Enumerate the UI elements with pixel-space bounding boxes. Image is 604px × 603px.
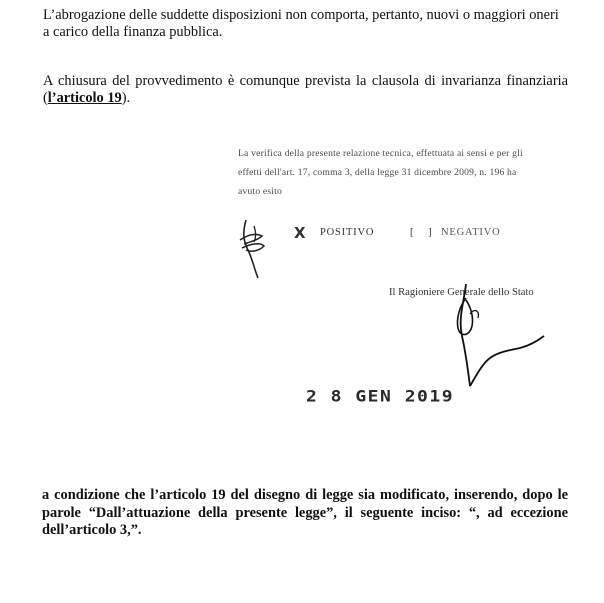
paragraph-invarianza-text: A chiusura del provvedimento è comunque prevista la clausola di invarianza finanziaria (	[43, 73, 568, 106]
paragraph-abrogazione: L’abrogazione delle suddette disposizioni non comporta, pertanto, nuovi o maggiori oneri a carico della finanza pubblica.	[43, 7, 559, 40]
positive-check-mark: X	[294, 224, 307, 242]
paragraph-invarianza-close: ).	[121, 90, 131, 106]
stamp-line-3: avuto esito	[238, 186, 283, 197]
positive-label: POSITIVO	[320, 227, 375, 238]
initials-signature	[232, 212, 272, 282]
verification-stamp	[238, 144, 568, 201]
negative-checkbox: [ ]	[410, 227, 438, 238]
stamp-line-2: effetti dell'art. 17, comma 3, della legge 31 dicembre 2009, n. 196 ha	[238, 167, 517, 178]
article-reference: l’articolo 19	[47, 90, 122, 106]
stamp-line-1: La verifica della presente relazione tecnica, effettuata ai sensi e per gli	[238, 148, 523, 159]
date-stamp: 2 8 GEN 2019	[306, 387, 455, 406]
paragraph-invarianza	[43, 73, 568, 107]
paragraph-condizione: a condizione che l’articolo 19 del disegno di legge sia modificato, inserendo, dopo le parole “Dall’attuazione della presente legge”, il seguente inciso: “, ad eccezione dell’articolo 3,”.	[42, 487, 568, 538]
signer-title: Il Ragioniere Generale dello Stato	[389, 287, 534, 298]
negative-label: NEGATIVO	[441, 227, 501, 238]
signature	[440, 278, 550, 398]
